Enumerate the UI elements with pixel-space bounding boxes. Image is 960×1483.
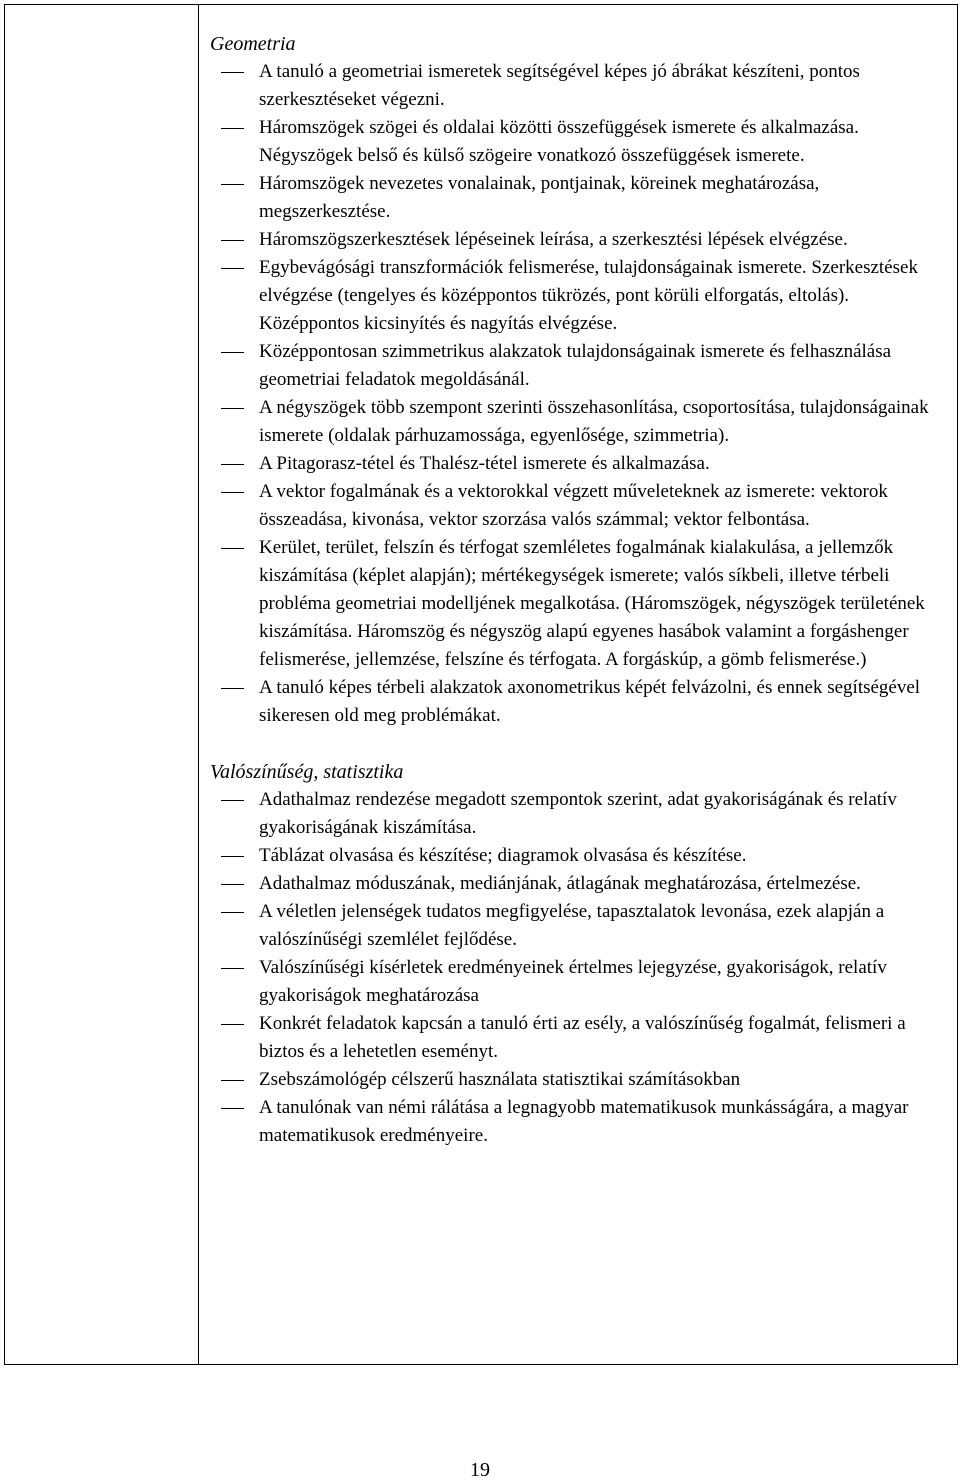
section-heading-geometria: Geometria <box>210 33 296 55</box>
list-item-text: A véletlen jelenségek tudatos megfigyelése, tapasztalatok levonása, ezek alapján a valószínűségi szemlélet fejlődése. <box>259 901 885 950</box>
list-item-text: Háromszögek nevezetes vonalainak, pontjainak, köreinek meghatározása, megszerkesztése. <box>259 173 820 222</box>
list-item-text: Valószínűségi kísérletek eredményeinek értelmes lejegyzése, gyakoriságok, relatív gyakoriságok meghatározása <box>259 957 887 1006</box>
list-item <box>210 338 952 394</box>
dash-bullet-icon <box>221 1024 244 1025</box>
column-divider <box>198 4 199 1365</box>
list-item-text: Háromszögek szögei és oldalai közötti összefüggések ismerete és alkalmazása. Négyszögek belső és külső szögeire vonatkozó összefüggések ismerete. <box>259 117 859 166</box>
dash-bullet-icon <box>221 408 244 409</box>
list-item-text: Táblázat olvasása és készítése; diagramok olvasása és készítése. <box>259 845 747 866</box>
dash-bullet-icon <box>221 492 244 493</box>
dash-bullet-icon <box>221 884 244 885</box>
dash-bullet-icon <box>221 548 244 549</box>
list-item <box>210 786 952 842</box>
list-item-text: A tanuló képes térbeli alakzatok axonometrikus képét felvázolni, és ennek segítségével sikeresen old meg problémákat. <box>259 677 921 726</box>
dash-bullet-icon <box>221 184 244 185</box>
dash-bullet-icon <box>221 268 244 269</box>
list-item <box>210 534 952 674</box>
list-item <box>210 674 952 730</box>
list-item <box>210 394 952 450</box>
dash-bullet-icon <box>221 128 244 129</box>
list-item-text: Adathalmaz móduszának, mediánjának, átlagának meghatározása, értelmezése. <box>259 873 861 894</box>
list-item <box>210 170 952 226</box>
list-item <box>210 450 952 478</box>
dash-bullet-icon <box>221 968 244 969</box>
list-item <box>210 842 952 870</box>
dash-bullet-icon <box>221 1108 244 1109</box>
list-item-text: A tanulónak van némi rálátása a legnagyobb matematikusok munkásságára, a magyar matematikusok eredményeire. <box>259 1097 909 1146</box>
list-item <box>210 1094 952 1150</box>
dash-bullet-icon <box>221 72 244 73</box>
section-spacer <box>210 730 952 758</box>
geometria-list <box>210 58 952 730</box>
dash-bullet-icon <box>221 1080 244 1081</box>
dash-bullet-icon <box>221 856 244 857</box>
list-item-text: A vektor fogalmának és a vektorokkal végzett műveleteknek az ismerete: vektorok összeadása, kivonása, vektor szorzása valós számmal; vektor felbontása. <box>259 481 888 530</box>
list-item <box>210 254 952 338</box>
valoszinuseg-list <box>210 786 952 1150</box>
dash-bullet-icon <box>221 352 244 353</box>
dash-bullet-icon <box>221 688 244 689</box>
list-item <box>210 898 952 954</box>
section-heading-valoszinuseg: Valószínűség, statisztika <box>210 761 404 783</box>
list-item-text: Középpontosan szimmetrikus alakzatok tulajdonságainak ismerete és felhasználása geometriai feladatok megoldásánál. <box>259 341 892 390</box>
list-item <box>210 1066 952 1094</box>
list-item-text: Konkrét feladatok kapcsán a tanuló érti az esély, a valószínűség fogalmát, felismeri a biztos és a lehetetlen eseményt. <box>259 1013 906 1062</box>
list-item-text: Zsebszámológép célszerű használata statisztikai számításokban <box>259 1069 741 1090</box>
list-item-text: Egybevágósági transzformációk felismerése, tulajdonságainak ismerete. Szerkesztések elvégzése (tengelyes és középpontos tükrözés, pont körüli elforgatás, eltolás). Középpontos kicsinyítés és nagyítás elvégzése. <box>259 257 918 334</box>
list-item-text: Háromszögszerkesztések lépéseinek leírása, a szerkesztési lépések elvégzése. <box>259 229 848 250</box>
list-item <box>210 954 952 1010</box>
list-item-text: Adathalmaz rendezése megadott szempontok szerint, adat gyakoriságának és relatív gyakoriságának kiszámítása. <box>259 789 897 838</box>
list-item <box>210 58 952 114</box>
list-item-text: Kerület, terület, felszín és térfogat szemléletes fogalmának kialakulása, a jellemzők kiszámítása (képlet alapján); mértékegységek ismerete; valós síkbeli, illetve térbeli probléma geometriai modelljének megalkotása. (Háromszögek, négyszögek területének kiszámítása. Háromszög és négyszög alapú egyenes hasábok valamint a forgáshenger felismerése, jellemzése, felszíne és térfogata. A forgáskúp, a gömb felismerése.) <box>259 537 925 670</box>
list-item <box>210 478 952 534</box>
list-item-text: A tanuló a geometriai ismeretek segítségével képes jó ábrákat készíteni, pontos szerkesztéseket végezni. <box>259 61 860 110</box>
content-cell <box>210 30 952 1150</box>
dash-bullet-icon <box>221 464 244 465</box>
list-item <box>210 1010 952 1066</box>
list-item <box>210 226 952 254</box>
dash-bullet-icon <box>221 240 244 241</box>
list-item <box>210 870 952 898</box>
list-item-text: A Pitagorasz-tétel és Thalész-tétel ismerete és alkalmazása. <box>259 453 710 474</box>
dash-bullet-icon <box>221 912 244 913</box>
list-item-text: A négyszögek több szempont szerinti összehasonlítása, csoportosítása, tulajdonságainak ismerete (oldalak párhuzamossága, egyenlősége, szimmetria). <box>259 397 929 446</box>
dash-bullet-icon <box>221 800 244 801</box>
list-item <box>210 114 952 170</box>
page-number: 19 <box>470 1459 490 1481</box>
